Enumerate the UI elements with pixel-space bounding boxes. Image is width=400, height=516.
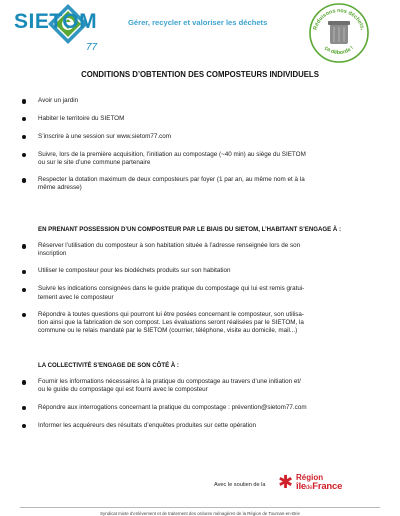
- list-item: [22, 242, 382, 259]
- bullet-icon: [22, 135, 26, 139]
- condition-item: [22, 115, 382, 123]
- item-line: Répondre aux interrogations concernant la pratique du compostage : prévention@sietom77.com: [38, 403, 307, 411]
- bullet-icon: [22, 117, 26, 121]
- item-line: Réserver l’utilisation du composteur à son habitation située à l’adresse renseignée lors de son: [38, 242, 301, 249]
- condition-item: [22, 133, 382, 141]
- section-heading-inhabitant: EN PRENANT POSSESSION D’UN COMPOSTEUR PAR LE BIAIS DU SIETOM, L’HABITANT S’ENGAGE À :: [38, 226, 342, 233]
- item-line: Fournir les informations nécessaires à la pratique du compostage au travers d’une initiation et/: [38, 378, 301, 385]
- item-line: Répondre à toutes questions qui pourront lui être posées concernant le composteur, son utilisa-: [38, 310, 305, 318]
- item-line: tion ainsi que la fabrication de son compost. Les évaluations seront réalisées par le SIETOM, la: [38, 318, 304, 326]
- item-line: Respecter la dotation maximum de deux composteurs par foyer (1 par an, au même nom et à la: [38, 176, 305, 184]
- region-word: Région: [296, 473, 324, 482]
- logo-number: 77: [86, 42, 98, 53]
- section-heading-collectivity: LA COLLECTIVITÉ S’ENGAGE DE SON CÔTÉ À :: [38, 362, 179, 369]
- list-item: [22, 404, 382, 412]
- support-text: Avec le soutien de la: [214, 482, 266, 488]
- bullet-icon: [22, 178, 26, 182]
- inhabitant-commitments-list: [22, 242, 382, 336]
- page-title: CONDITIONS D’OBTENTION DES COMPOSTEURS INDIVIDUELS: [81, 70, 319, 79]
- list-item: [22, 311, 382, 336]
- header: [0, 0, 400, 64]
- bullet-icon: [22, 153, 26, 157]
- sietom-logo: [14, 2, 110, 60]
- item-line: Habiter le territoire du SIETOM: [38, 114, 125, 122]
- item-line: Suivre, lors de la première acquisition, l’initiation au compostage (~40 min) au siège du SIETOM: [38, 150, 306, 158]
- footer-text: Syndicat mixte d’enlèvement et de traitement des ordures ménagères de la Région de Tournan-en-Brie: [100, 511, 300, 516]
- item-line: même adresse): [38, 184, 82, 192]
- item-line: commune ou le relais mandaté par le SIETOM (courrier, téléphone, visite au domicile, mail...): [38, 327, 298, 335]
- footer-divider: [20, 507, 380, 508]
- bullet-icon: [22, 270, 26, 274]
- item-line: Suivre les indications consignées dans le guide pratique du compostage qui lui est remis gratui-: [38, 285, 305, 293]
- item-line: S’inscrire à une session sur www.sietom77.com: [38, 132, 171, 140]
- reduce-waste-stamp-icon: [308, 2, 370, 64]
- condition-item: [22, 97, 382, 105]
- item-line: ou le guide du compostage qui est fourni avec le composteur: [38, 386, 208, 394]
- condition-item: [22, 176, 382, 193]
- bullet-icon: [22, 244, 26, 248]
- condition-item: [22, 151, 382, 168]
- bullet-icon: [22, 99, 26, 103]
- bullet-icon: [22, 313, 26, 317]
- list-item: [22, 267, 382, 275]
- item-line: Avoir un jardin: [38, 97, 79, 104]
- item-line: inscription: [38, 250, 67, 258]
- logo-wordmark: SIETOM: [14, 10, 98, 33]
- item-line: Utiliser le composteur pour les biodéchets produits sur son habitation: [38, 267, 231, 275]
- bullet-icon: [22, 288, 26, 292]
- region-star-icon: ✱: [278, 472, 294, 492]
- svg-text:ça déborde !: ça déborde !: [323, 45, 355, 57]
- conditions-list: [22, 97, 382, 193]
- tagline: Gérer, recycler et valoriser les déchets: [128, 18, 268, 27]
- bullet-icon: [22, 406, 26, 410]
- item-line: tement avec le composteur: [38, 293, 114, 301]
- svg-text:Réduisons nos déchets,: Réduisons nos déchets,: [312, 7, 366, 31]
- list-item: [22, 422, 382, 430]
- collectivity-commitments-list: [22, 378, 382, 430]
- list-item: [22, 285, 382, 302]
- region-name: îledeFrance: [296, 481, 343, 492]
- item-line: ou sur le site d’une commune partenaire: [38, 159, 151, 167]
- list-item: [22, 378, 382, 395]
- bullet-icon: [22, 424, 26, 428]
- region-idf-logo: [278, 473, 358, 497]
- item-line: Informer les acquéreurs des résultats d’enquêtes produites sur cette opération: [38, 421, 257, 429]
- bullet-icon: [22, 380, 26, 384]
